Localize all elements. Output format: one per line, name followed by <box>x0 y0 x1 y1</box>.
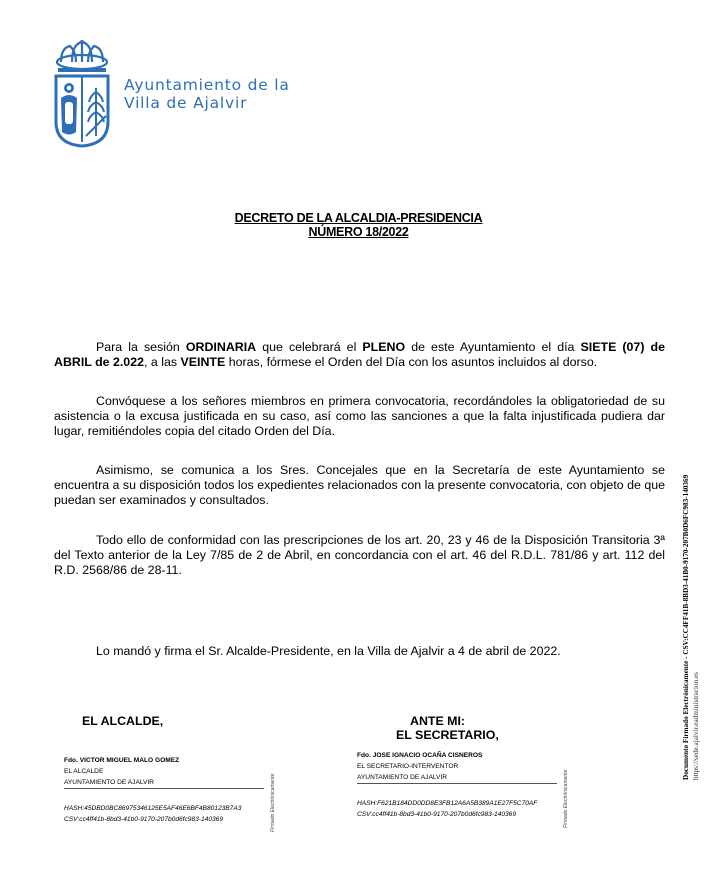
secretary-role: EL SECRETARIO-INTERVENTOR <box>357 763 459 770</box>
paragraph-convocation: Convóquese a los señores miembros en primera convocatoria, recordándoles la obligatoriedad de su asistencia o la excusa justificada en su caso, así como las sanciones a que la falta injustificada pudiera dar lugar, remitiéndoles copia del citado Orden del Día. <box>54 394 665 438</box>
mayor-name: Fdo. VICTOR MIGUEL MALO GOMEZ <box>64 757 180 764</box>
margin-verification <box>681 420 701 780</box>
mayor-hash: HASH:45DBD0BC86975346125E5AF46E6BF4B80123B7A3 <box>64 805 242 812</box>
secretary-hash: HASH:F621B184DD0DD8E3FB12A6A5B389A1E27F5C70AF <box>357 800 538 807</box>
mayor-org: AYUNTAMIENTO DE AJALVIR <box>64 777 264 789</box>
mayor-signature-block <box>64 755 274 825</box>
paragraph-signoff: Lo mandó y firma el Sr. Alcalde-Presidente, en la Villa de Ajalvir a 4 de abril de 2022. <box>96 644 561 658</box>
mayor-role: EL ALCALDE <box>64 768 104 775</box>
paragraph-files: Asimismo, se comunica a los Sres. Concejales que en la Secretaría de este Ayuntamiento se encuentra a su disposición todos los expedientes relacionados con la presente convocatoria, con objeto de que puedan ser examinados y consultados. <box>54 463 665 507</box>
secretary-org: AYUNTAMIENTO DE AJALVIR <box>357 772 557 784</box>
town-name-line1: Ayuntamiento de la <box>124 76 290 94</box>
decree-title: DECRETO DE LA ALCALDIA-PRESIDENCIA <box>234 211 483 225</box>
secretary-csv: CSV:cc4ff41b-8bd3-41b0-9170-207b0d6fc983-140369 <box>357 811 516 818</box>
secretary-label: EL SECRETARIO, <box>396 728 499 742</box>
mayor-stamp: Firmado Electrónicamente <box>270 773 276 832</box>
ante-mi-label: ANTE MI: <box>410 714 466 728</box>
secretary-name: Fdo. JOSE IGNACIO OCAÑA CISNEROS <box>357 752 483 759</box>
paragraph-legal: Todo ello de conformidad con las prescripciones de los art. 20, 23 y 46 de la Disposición Transitoria 3ª del Texto anterior de la Ley 7/85 de 2 de Abril, en concordancia con el art. 46 del R.D.L. 781/86 y art. 112 del R.D. 2568/86 de 28-11. <box>54 533 665 577</box>
paragraph-session: Para la sesión ORDINARIA que celebrará el PLENO de este Ayuntamiento el día SIETE (07) de ABRIL de 2.022, a las VEINTE horas, fórmese el Orden del Día con los asuntos incluidos al dorso. <box>54 340 665 369</box>
secretary-stamp: Firmado Electrónicamente <box>563 769 569 828</box>
margin-url[interactable]: https://sede.ajalvir.eadministracion.es <box>692 672 700 780</box>
mayor-label: EL ALCALDE, <box>82 714 164 728</box>
margin-csv: Documento Firmado Electrónicamente - CSV:CC4FF41B-8BD3-41B0-9170-207B0D6FC983-140369 <box>682 474 690 780</box>
town-name-line2: Villa de Ajalvir <box>124 94 248 112</box>
secretary-signature-block <box>357 750 567 820</box>
mayor-csv: CSV:cc4ff41b-8bd3-41b0-9170-207b0d6fc983-140369 <box>64 816 223 823</box>
decree-number: NÚMERO 18/2022 <box>308 225 409 239</box>
coat-of-arms-icon <box>52 40 112 150</box>
